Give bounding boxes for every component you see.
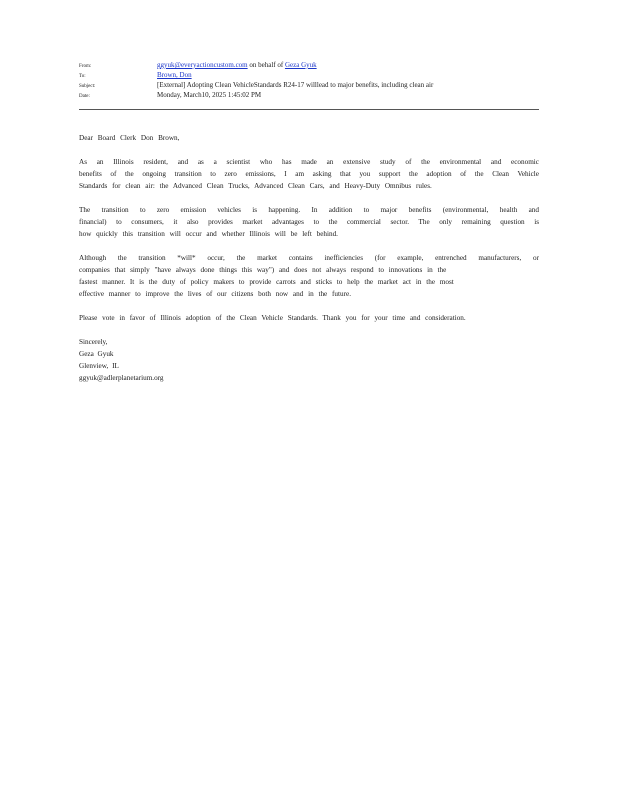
- paragraph-line: The transition to zero emission vehicles is happening. In addition to major benefits (environmental, health and: [79, 206, 539, 214]
- paragraph-line: Standards for clean air: the Advanced Clean Trucks, Advanced Clean Cars, and Heavy-Duty Omnibus rules.: [79, 182, 432, 190]
- email-body: [79, 132, 539, 396]
- to-label: To:: [79, 74, 86, 79]
- from-name-link[interactable]: Geza Gyuk: [284, 61, 317, 69]
- paragraph-line: financial) to consumers, it also provides market advantages to the commercial sector. The only remaining question is: [79, 218, 539, 226]
- greeting-line: Dear Board Clerk Don Brown,: [79, 134, 180, 142]
- date-row: [79, 91, 539, 101]
- from-email-link[interactable]: ggyuk@everyactioncustom.com: [157, 61, 248, 69]
- paragraph-line: companies that simply "have always done things this way") and does not always respond to innovations in the: [79, 266, 447, 274]
- email-header: [79, 61, 539, 101]
- to-value-link[interactable]: Brown, Don: [157, 71, 192, 79]
- from-value: [157, 61, 317, 69]
- paragraph-line: benefits of the ongoing transition to zero emissions, I am asking that you support the adoption of the Clean Vehicle: [79, 170, 539, 178]
- subject-label: Subject:: [79, 84, 96, 89]
- from-row: [79, 61, 539, 71]
- paragraph-1: [79, 156, 539, 192]
- paragraph-line: effective manner to improve the lives of our citizens both now and in the future.: [79, 290, 351, 298]
- paragraph-4: [79, 312, 539, 324]
- signature-closing: Sincerely,: [79, 338, 108, 346]
- signature-name: Geza Gyuk: [79, 350, 114, 358]
- paragraph-line: As an Illinois resident, and as a scientist who has made an extensive study of the environmental and economic: [79, 158, 539, 166]
- subject-row: [79, 81, 539, 91]
- paragraph-line: Please vote in favor of Illinois adoption of the Clean Vehicle Standards. Thank you for your time and consideration.: [79, 314, 466, 322]
- from-label: From:: [79, 64, 92, 69]
- signature-email: ggyuk@adlerplanetarium.org: [79, 374, 164, 382]
- paragraph-line: Although the transition *will* occur, the market contains inefficiencies (for example, entrenched manufacturers, or: [79, 254, 539, 262]
- signature-location: Glenview, IL: [79, 362, 119, 370]
- to-row: [79, 71, 539, 81]
- subject-value: [External] Adopting Clean VehicleStandards R24-17 willlead to major benefits, including clean air: [157, 81, 434, 89]
- signature-block: [79, 336, 539, 384]
- date-value: Monday, March10, 2025 1:45:02 PM: [157, 91, 262, 99]
- paragraph-3: [79, 252, 539, 300]
- date-label: Date:: [79, 94, 90, 99]
- greeting: [79, 132, 539, 144]
- paragraph-line: how quickly this transition will occur and whether Illinois will be left behind.: [79, 230, 338, 238]
- paragraph-2: [79, 204, 539, 240]
- paragraph-line: fastest manner. It is the duty of policy makers to provide carrots and sticks to help the market act in the most: [79, 278, 454, 286]
- on-behalf-text: on behalf of: [249, 61, 284, 69]
- header-divider: [79, 109, 539, 110]
